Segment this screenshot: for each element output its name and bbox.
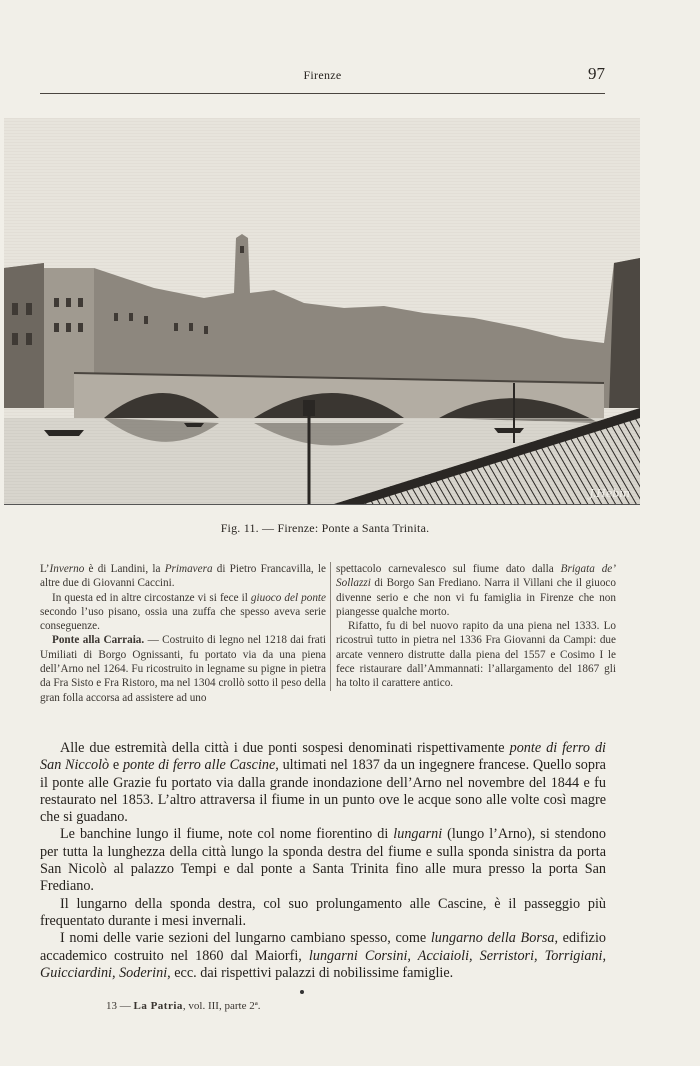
main-text [40, 740, 606, 982]
paragraph: Ponte alla Carraia. — Costruito di legno nel 1218 dai frati Umiliati di Borgo Ognissanti, fu portato via da una piena dell’Arno nel 1264. Fu ricostruito in legname su pigne in pietra da Fra Sisto e Fra Ristoro, ma nel 1304 crollò sotto il peso della gran folla accorsa ad assistere ad uno [40, 634, 326, 704]
publication-name: La Patria [133, 1000, 183, 1012]
figure-caption: Fig. 11. — Firenze: Ponte a Santa Trinita. [220, 521, 430, 535]
page-footer [106, 1000, 261, 1012]
paragraph: In questa ed in altre circostanze vi si fece il giuoco del ponte secondo l’uso pisano, ossia una zuffa che spesso aveva serie conseguenze. [40, 591, 326, 633]
paragraph: Alle due estremità della città i due ponti sospesi denominati rispettivamente ponte di ferro di San Niccolò e ponte di ferro alle Cascine, ultimati nel 1837 da un ingegnere francese. Quello sopra il ponte alle Grazie fu portato via dalla grande inondazione dell’Arno nel novembre del 1844 e fu restaurato nel 1853. L’altro attraversa il fiume in un punto ove le acque sono alle volte così magre che si guadano. [40, 740, 606, 826]
paragraph: Il lungarno della sponda destra, col suo prolungamento alle Cascine, è il passeggio più frequentato durante i mesi invernali. [40, 895, 606, 929]
paragraph: Le banchine lungo il fiume, note col nome fiorentino di lungarni (lungo l’Arno), si stendono per tutta la lunghezza della città lungo la sponda destra del fiume e sulla sponda sinistra da porta San Nicolò al palazzo Tempi e dal ponte a Santa Trinita fino alle mura presso la porta San Frediano. [40, 826, 606, 895]
engraving-ponte-santa-trinita [4, 118, 640, 505]
header-rule [40, 93, 605, 94]
volume-info: , vol. III, parte 2ª. [182, 1000, 261, 1012]
page-header [40, 64, 605, 88]
engraver-signature: J.Hebin [589, 487, 630, 500]
sheet-signature: 13 — [106, 1000, 134, 1012]
page-number: 97 [588, 64, 605, 83]
paragraph: L’Inverno è di Landini, la Primavera di Pietro Francavilla, le altre due di Giovanni Caccini. [40, 563, 326, 590]
ornament-dot [300, 990, 304, 994]
paragraph: spettacolo carnevalesco sul fiume dato dalla Brigata de’ Sollazzi di Borgo San Frediano. Narra il Villani che il giuoco divenne serio e che non vi fu famiglia in Firenze che non piangesse qualche morto. [336, 563, 616, 618]
paragraph: Rifatto, fu di bel nuovo rapito da una piena nel 1333. Lo ricostruì tutto in pietra nel 1336 Fra Giovanni da Campi: due arcate vennero distrutte dalla piena del 1557 e Cosimo I le fece ristaurare dall’Ammannati: l’allargamento del 1867 gli ha tolto il carattere antico. [336, 620, 616, 690]
left-column [40, 562, 326, 705]
running-title: Firenze [303, 68, 342, 82]
engraving-illustration [4, 118, 640, 504]
right-column [330, 562, 616, 691]
paragraph: I nomi delle varie sezioni del lungarno cambiano spesso, come lungarno della Borsa, edifizio accademico costruito nel 1860 dal Maiorfi, lungarni Corsini, Acciaioli, Serristori, Torrigiani, Guicciardini, Soderini, ecc. dai rispettivi palazzi di nobilissime famiglie. [40, 930, 607, 981]
